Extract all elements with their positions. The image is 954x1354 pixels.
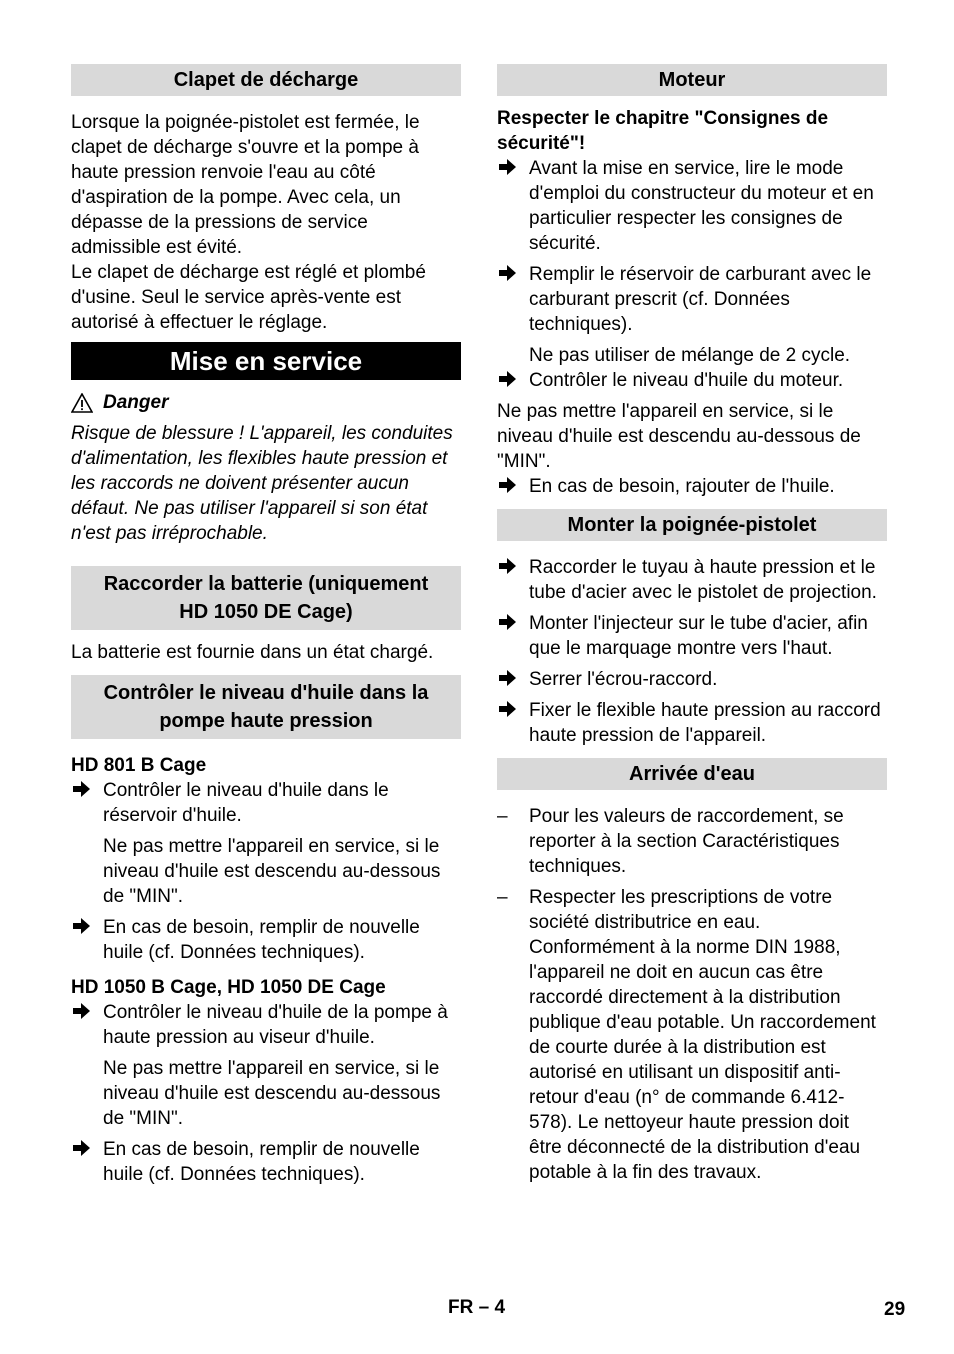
section-heading-pistolet: Monter la poignée-pistolet: [497, 509, 887, 541]
danger-label: [71, 390, 461, 415]
section-heading-batterie: [71, 566, 461, 630]
paragraph: Le clapet de décharge est réglé et plombé d'usine. Seul le service après-vente est autorisé à effectuer le réglage.: [71, 262, 426, 333]
arrow-right-icon: [497, 556, 517, 576]
warning-triangle-icon: [71, 393, 93, 413]
arrow-right-icon: [497, 475, 517, 495]
arrow-right-icon: [71, 1138, 91, 1158]
section-heading-clapet: Clapet de décharge: [71, 64, 461, 96]
arrow-right-icon: [497, 157, 517, 177]
arrow-right-icon: [71, 916, 91, 936]
dash-bullet: –: [497, 887, 508, 908]
subheading-hd1050: HD 1050 B Cage, HD 1050 DE Cage: [71, 977, 386, 998]
arrow-right-icon: [497, 369, 517, 389]
heading-line: Contrôler le niveau d'huile dans la: [103, 682, 429, 704]
arrow-right-icon: [497, 612, 517, 632]
list-item: Contrôler le niveau d'huile dans le réservoir d'huile.: [71, 778, 461, 828]
list-item: – Pour les valeurs de raccordement, se reporter à la section Caractéristiques techniques.: [497, 806, 844, 877]
list-item: Serrer l'écrou-raccord.: [497, 667, 887, 692]
heading-line: HD 1050 DE Cage): [179, 601, 353, 623]
arrow-right-icon: [497, 699, 517, 719]
list-item: En cas de besoin, remplir de nouvelle huile (cf. Données techniques).: [71, 1137, 461, 1187]
list-item: Remplir le réservoir de carburant avec le carburant prescrit (cf. Données techniques).: [497, 262, 887, 337]
paragraph: Lorsque la poignée-pistolet est fermée, le clapet de décharge s'ouvre et la pompe à haute pression renvoie l'eau au côté d'aspiration de la pompe. Avec cela, un dépasse de la pressions de service admissible est évité.: [71, 112, 420, 258]
paragraph: Ne pas mettre l'appareil en service, si le niveau d'huile est descendu au-dessous de "MIN".: [497, 401, 861, 472]
list-item: Monter l'injecteur sur le tube d'acier, afin que le marquage montre vers l'haut.: [497, 611, 887, 661]
list-item: Avant la mise en service, lire le mode d'emploi du constructeur du moteur et en particulier respecter les consignes de sécurité.: [497, 156, 887, 256]
list-item: – Respecter les prescriptions de votre société distributrice en eau. Conformément à la norme DIN 1988, l'appareil ne doit en aucun cas être raccordé directement à la distribution publique d'eau potable. Un raccordement de courte durée à la distribution est autorisé en utilisant un dispositif anti-retour d'eau (n° de commande 6.412-578). Le nettoyeur haute pression doit être déconnecté de la distribution d'eau potable à la fin des travaux.: [497, 887, 876, 1183]
heading-line: Raccorder la batterie (uniquement: [103, 573, 429, 595]
left-column: [71, 64, 461, 1187]
section-heading-niveau-huile: [71, 675, 461, 739]
arrow-right-icon: [497, 668, 517, 688]
list-item: En cas de besoin, rajouter de l'huile.: [497, 474, 887, 499]
danger-label-text: Danger: [103, 392, 169, 413]
safety-notice: Respecter le chapitre "Consignes de sécurité"!: [497, 108, 829, 154]
section-heading-arrivee-eau: Arrivée d'eau: [497, 758, 887, 790]
list-item: En cas de besoin, remplir de nouvelle huile (cf. Données techniques).: [71, 915, 461, 965]
note: Ne pas utiliser de mélange de 2 cycle.: [529, 345, 851, 366]
note: Ne pas mettre l'appareil en service, si le niveau d'huile est descendu au-dessous de "MIN".: [103, 836, 441, 907]
arrow-right-icon: [71, 779, 91, 799]
list-item: Raccorder le tuyau à haute pression et le tube d'acier avec le pistolet de projection.: [497, 555, 887, 605]
section-heading-moteur: Moteur: [497, 64, 887, 96]
list-item: Fixer le flexible haute pression au raccord haute pression de l'appareil.: [497, 698, 887, 748]
note: Ne pas mettre l'appareil en service, si le niveau d'huile est descendu au-dessous de "MIN".: [103, 1058, 441, 1129]
danger-text: Risque de blessure ! L'appareil, les conduites d'alimentation, les flexibles haute pression et les raccords ne doivent présenter aucun défaut. Ne pas utiliser l'appareil si son état n'est pas irréprochable.: [71, 423, 453, 544]
heading-line: pompe haute pression: [159, 710, 373, 732]
page-number: 29: [884, 1299, 906, 1320]
list-item: Contrôler le niveau d'huile du moteur.: [497, 368, 887, 393]
arrow-right-icon: [497, 263, 517, 283]
right-column: [497, 64, 887, 1185]
paragraph: La batterie est fournie dans un état chargé.: [71, 642, 434, 663]
main-heading-mise-en-service: Mise en service: [71, 342, 461, 380]
list-item: Contrôler le niveau d'huile de la pompe à haute pression au viseur d'huile.: [71, 1000, 461, 1050]
arrow-right-icon: [71, 1001, 91, 1021]
footer-section-label: FR – 4: [448, 1297, 506, 1318]
subheading-hd801: HD 801 B Cage: [71, 755, 207, 776]
dash-bullet: –: [497, 806, 508, 827]
